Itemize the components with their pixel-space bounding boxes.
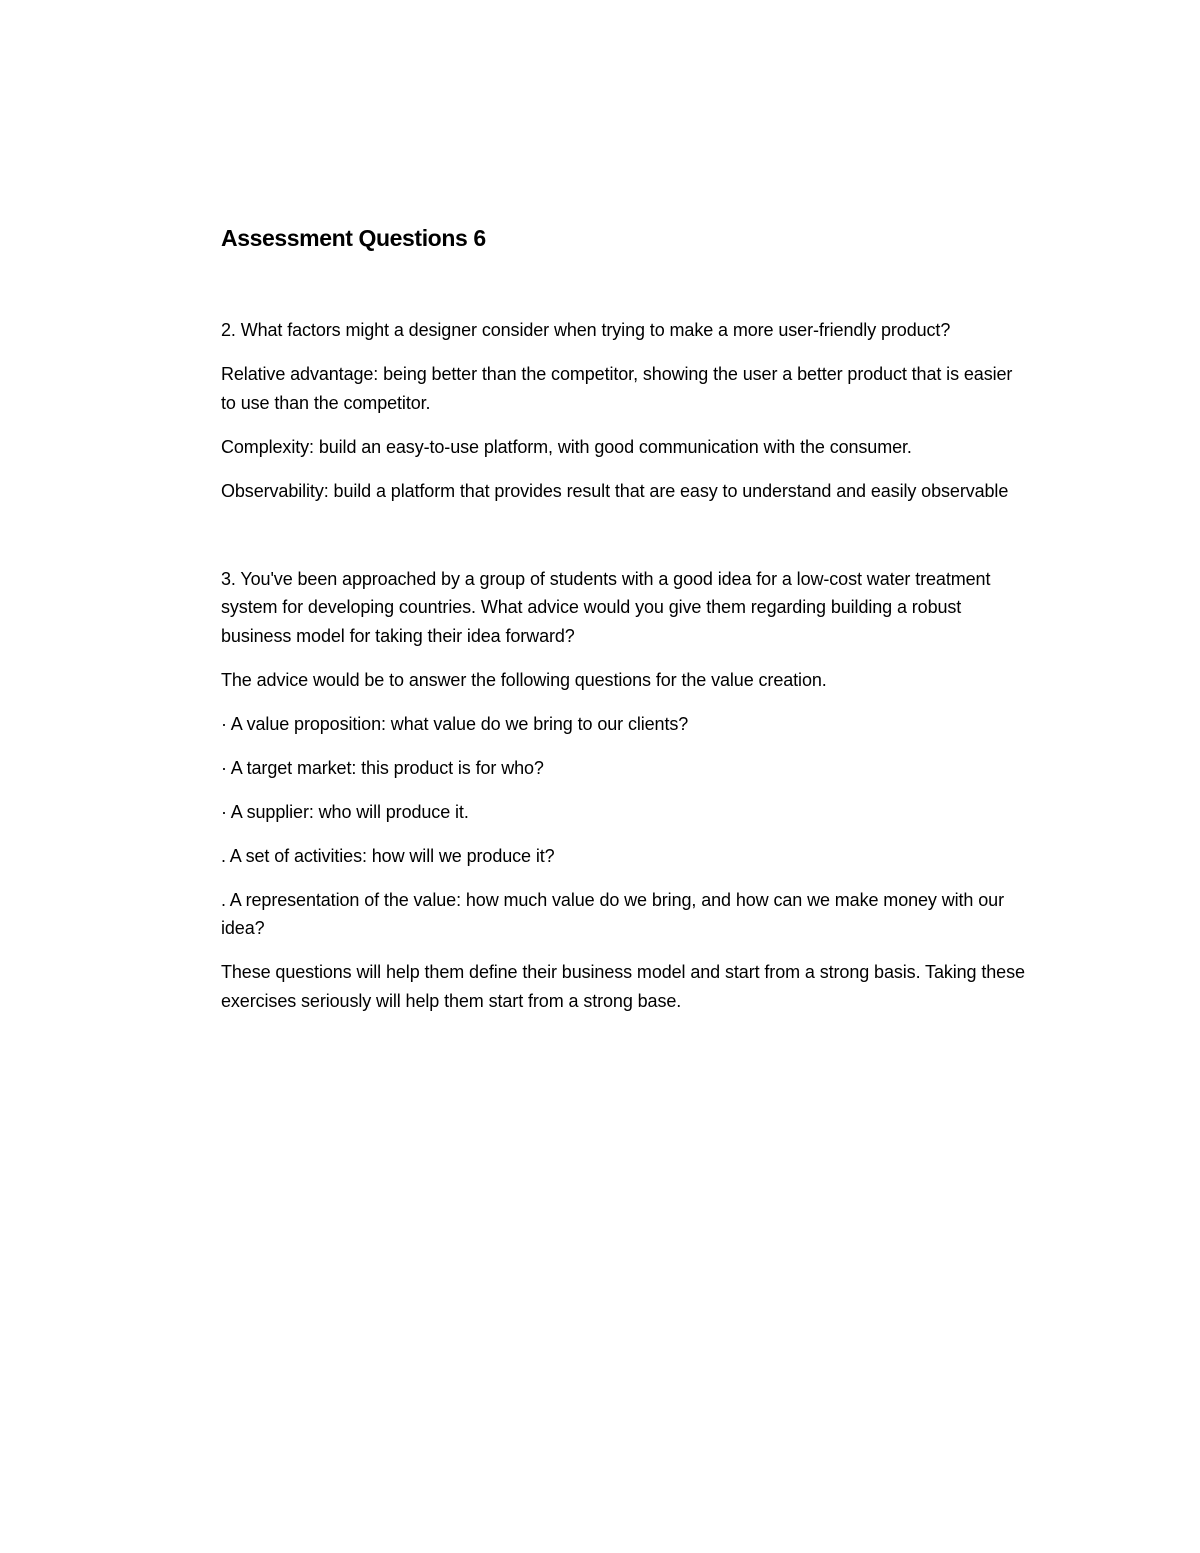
question-3: 3. You've been approached by a group of students with a good idea for a low-cost water treatment system for developing countries. What advice would you give them regarding building a robust business model for taking their idea forward? [221, 568, 991, 646]
question-2: 2. What factors might a designer consider when trying to make a more user-friendly product? [221, 320, 951, 340]
advice-intro: The advice would be to answer the following questions for the value creation. [221, 669, 827, 690]
answer-observability: Observability: build a platform that provides result that are easy to understand and easily observable [221, 480, 1009, 501]
advice-item-supplier: · A supplier: who will produce it. [221, 801, 469, 822]
answer-complexity: Complexity: build an easy-to-use platform, with good communication with the consumer. [221, 436, 912, 457]
advice-item-value-proposition: · A value proposition: what value do we bring to our clients? [221, 713, 689, 734]
advice-item-activities: . A set of activities: how will we produce it? [221, 845, 555, 866]
document-title: Assessment Questions 6 [221, 225, 486, 251]
advice-conclusion: These questions will help them define their business model and start from a strong basis. Taking these exercises seriously will help them start from a strong base. [221, 962, 1025, 1011]
advice-item-value-representation: . A representation of the value: how much value do we bring, and how can we make money with our idea? [221, 889, 1004, 938]
answer-relative-advantage: Relative advantage: being better than the competitor, showing the user a better product that is easier to use than the competitor. [221, 364, 1013, 413]
advice-item-target-market: · A target market: this product is for who? [221, 757, 544, 778]
section-spacer [221, 521, 1031, 565]
document-body [221, 222, 1031, 1031]
